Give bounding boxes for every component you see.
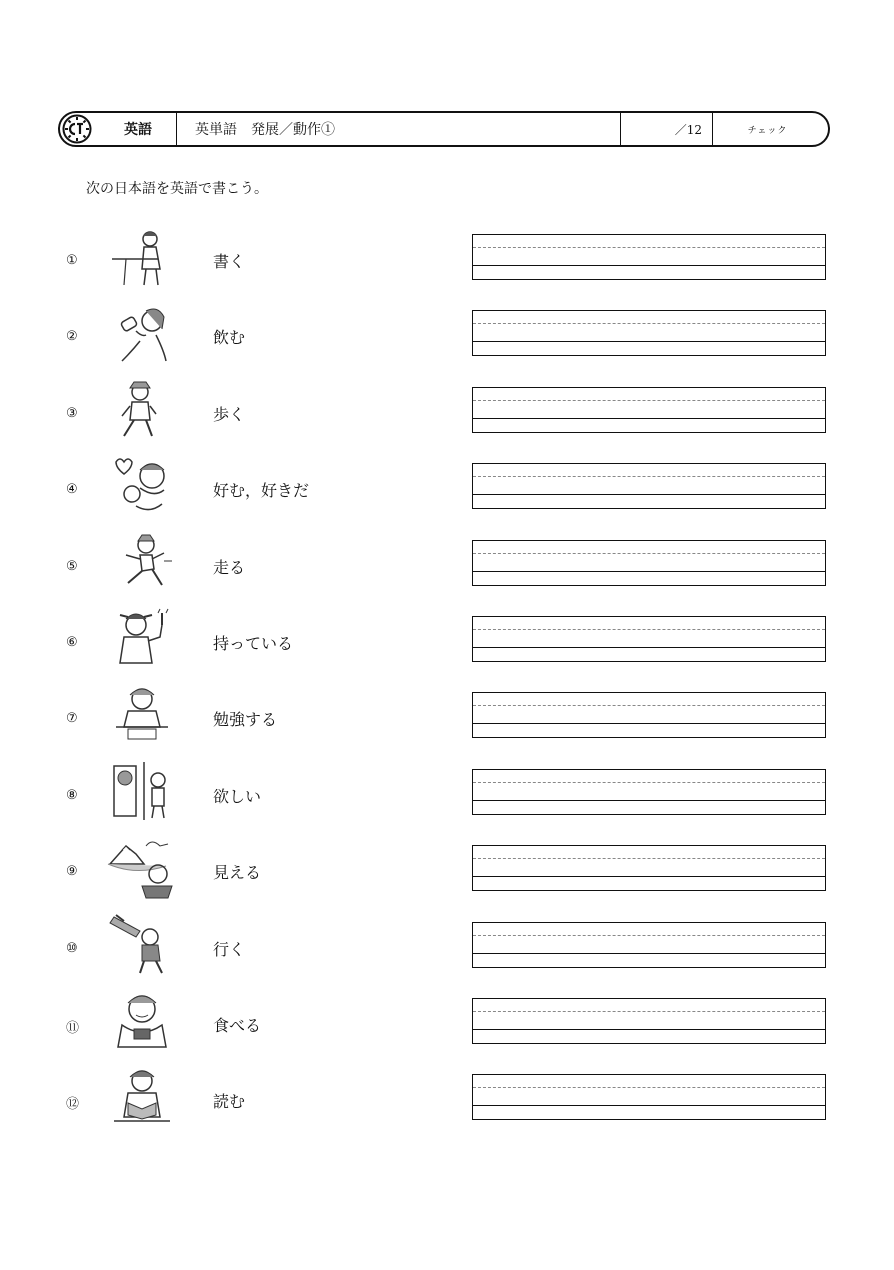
item-number: ⑪ (66, 1021, 80, 1036)
japanese-word: 好む，好きだ (213, 481, 310, 501)
person-looking-icon (106, 836, 178, 900)
answer-box[interactable] (472, 845, 826, 891)
item-number: ③ (66, 405, 78, 421)
list-item (0, 689, 894, 749)
item-number: ⑦ (66, 711, 78, 727)
answer-box[interactable] (472, 540, 826, 586)
guide-line-base (473, 723, 825, 724)
guide-line-base (473, 571, 825, 572)
guide-line-base (473, 876, 825, 877)
item-number: ⑧ (66, 787, 78, 803)
item-number: ⑩ (66, 940, 78, 956)
person-wanting-icon (106, 760, 178, 824)
japanese-word: 書く (213, 252, 246, 271)
answer-box[interactable] (472, 769, 826, 815)
guide-line-dashed (473, 476, 825, 477)
answer-box[interactable] (472, 387, 826, 433)
japanese-word: 走る (213, 557, 246, 577)
japanese-word: 飲む (213, 328, 246, 348)
answer-box[interactable] (472, 463, 826, 509)
person-studying-icon (106, 683, 178, 747)
japanese-word: 食べる (213, 1016, 262, 1035)
guide-line-dashed (473, 1087, 825, 1088)
list-item (0, 613, 894, 673)
answer-box[interactable] (472, 692, 826, 738)
list-item (0, 842, 894, 902)
person-running-icon (106, 531, 178, 595)
guide-line-dashed (473, 629, 825, 630)
guide-line-dashed (473, 400, 825, 401)
person-walking-icon (106, 378, 178, 442)
guide-line-base (473, 1105, 825, 1106)
guide-line-base (473, 341, 825, 342)
guide-line-dashed (473, 782, 825, 783)
person-going-icon (106, 913, 178, 977)
person-hugging-icon (106, 454, 178, 518)
japanese-word: 持っている (213, 634, 294, 653)
list-item (0, 919, 894, 979)
item-number: ⑥ (66, 635, 78, 650)
guide-line-dashed (473, 323, 825, 324)
guide-line-dashed (473, 858, 825, 859)
guide-line-dashed (473, 553, 825, 554)
worksheet-title: 英単語 発展／動作① (176, 113, 620, 145)
guide-line-dashed (473, 935, 825, 936)
list-item (0, 460, 894, 520)
check-field[interactable]: チェック (712, 113, 822, 145)
item-number: ⑨ (66, 864, 78, 880)
subject-label: 英語 (124, 122, 152, 138)
item-number: ① (66, 253, 78, 268)
guide-line-base (473, 494, 825, 495)
person-writing-icon (106, 225, 178, 289)
answer-box[interactable] (472, 1074, 826, 1120)
list-item (0, 995, 894, 1055)
worksheet-header (58, 111, 830, 147)
guide-line-dashed (473, 705, 825, 706)
person-eating-icon (106, 989, 178, 1053)
score-field[interactable]: ／12 (620, 113, 712, 145)
list-item (0, 766, 894, 826)
japanese-word: 欲しい (213, 786, 262, 806)
list-item (0, 307, 894, 367)
item-number: ⑤ (66, 558, 78, 574)
guide-line-base (473, 1029, 825, 1030)
person-reading-icon (106, 1065, 178, 1129)
item-number: ② (66, 329, 78, 345)
guide-line-base (473, 800, 825, 801)
answer-box[interactable] (472, 310, 826, 356)
person-drinking-icon (106, 301, 178, 365)
guide-line-base (473, 647, 825, 648)
japanese-word: 歩く (213, 404, 246, 424)
japanese-word: 読む (213, 1092, 246, 1112)
answer-box[interactable] (472, 234, 826, 280)
instruction-text: 次の日本語を英語で書こう。 (86, 181, 268, 197)
item-number: ④ (66, 482, 78, 498)
logo-icon (62, 114, 92, 144)
guide-line-base (473, 265, 825, 266)
list-item (0, 1071, 894, 1131)
person-holding-icon (106, 607, 178, 671)
list-item (0, 384, 894, 444)
guide-line-dashed (473, 1011, 825, 1012)
guide-line-base (473, 418, 825, 419)
answer-box[interactable] (472, 922, 826, 968)
list-item (0, 231, 894, 291)
list-item (0, 537, 894, 597)
answer-box[interactable] (472, 998, 826, 1044)
japanese-word: 見える (213, 863, 262, 883)
japanese-word: 勉強する (213, 710, 278, 730)
guide-line-base (473, 953, 825, 954)
answer-box[interactable] (472, 616, 826, 662)
item-number: ⑫ (66, 1097, 80, 1113)
japanese-word: 行く (213, 939, 246, 959)
guide-line-dashed (473, 247, 825, 248)
